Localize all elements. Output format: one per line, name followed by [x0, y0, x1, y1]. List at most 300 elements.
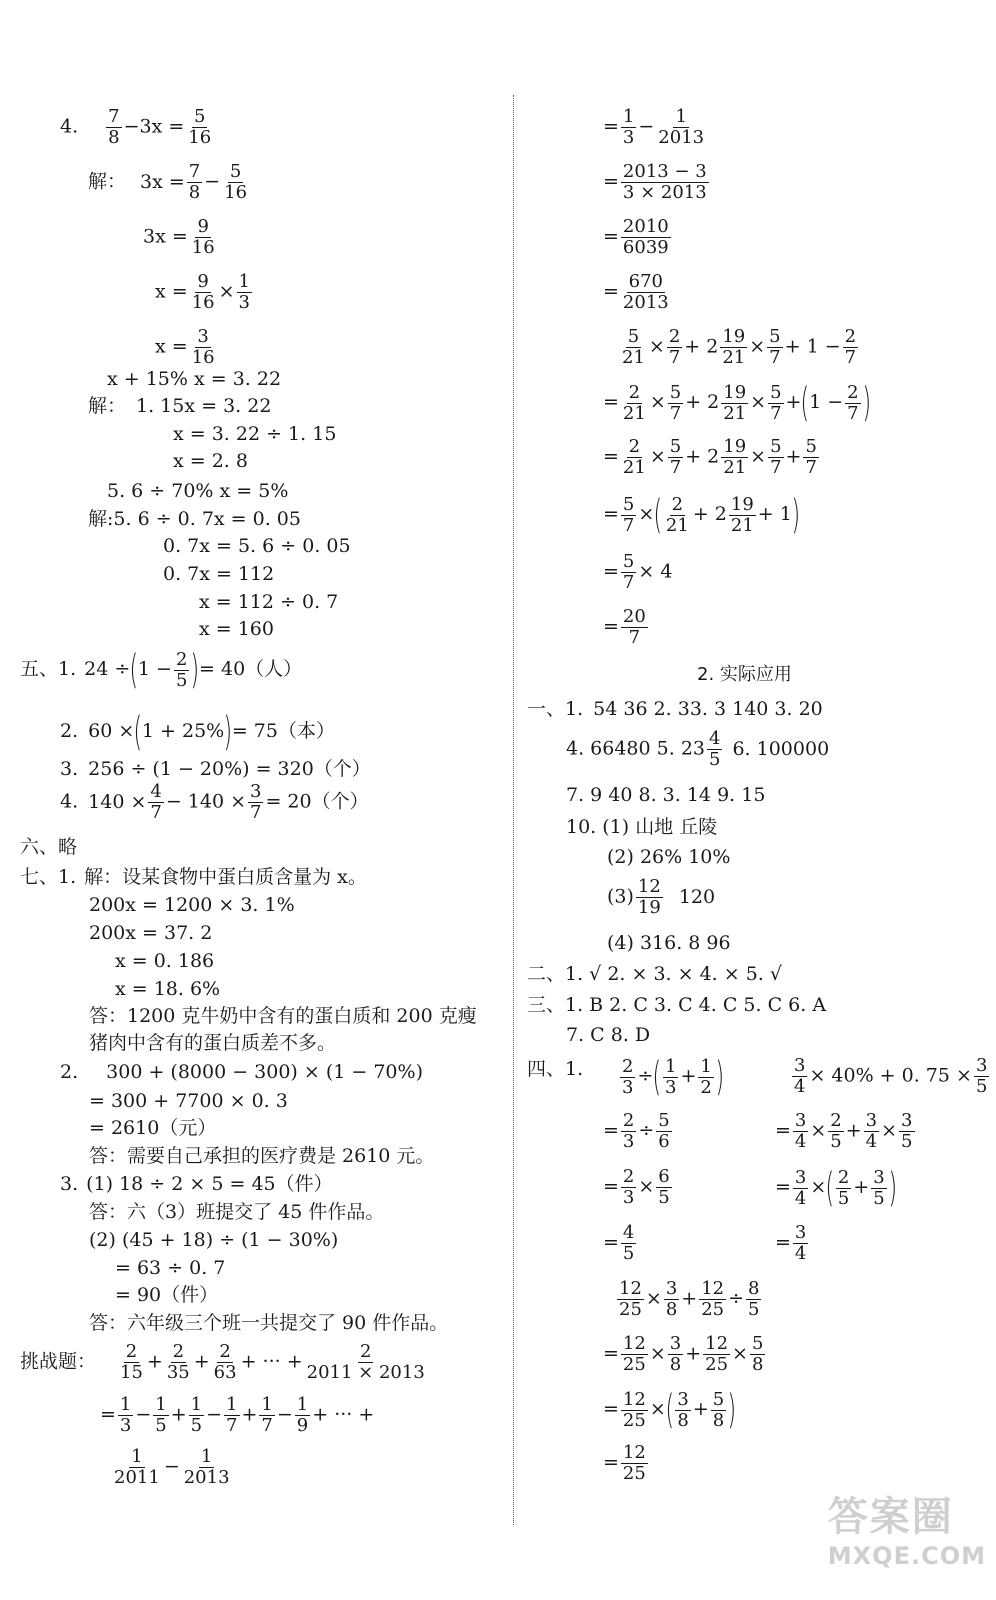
text-segment: + [170, 1403, 187, 1426]
denominator: 7 [250, 802, 262, 823]
numerator: 4 [709, 728, 721, 749]
text-segment: = [603, 1175, 619, 1198]
text-segment: × [638, 503, 655, 525]
left-paren: ( [129, 647, 139, 693]
text-segment: = [603, 1398, 619, 1420]
denominator: 63 [213, 1362, 237, 1383]
text-segment: x = 2. 8 [173, 450, 248, 472]
denominator: 3 [238, 292, 250, 313]
section-7-q1 [20, 868, 367, 887]
text-segment: (3) [607, 885, 634, 908]
text-segment: 1 − [137, 658, 172, 680]
numerator: 19 [723, 381, 747, 403]
fraction [182, 1448, 232, 1487]
text-segment: = [603, 280, 619, 303]
fraction [767, 328, 782, 367]
numerator: 12 [705, 1333, 729, 1354]
fraction [663, 1055, 678, 1098]
text-segment: = [603, 615, 619, 638]
fraction [793, 1166, 808, 1209]
fraction [828, 1112, 843, 1151]
numerator: 1 [190, 1394, 203, 1415]
calc-d3 [603, 1168, 674, 1207]
numerator: 1 [200, 1446, 213, 1467]
calc-d4r [775, 1224, 810, 1263]
left-paren: ( [665, 1387, 674, 1433]
fraction [248, 783, 263, 822]
text-segment: + [853, 1176, 870, 1198]
text-segment: × [881, 1119, 898, 1142]
numerator: 5 [669, 436, 682, 457]
text-segment: × [750, 391, 767, 413]
calc-d1-label [527, 1060, 583, 1079]
denominator: 4 [794, 1131, 807, 1152]
fraction [621, 381, 648, 424]
text-segment: 0. 7x = 112 [163, 563, 275, 585]
eq-4-step2 [143, 218, 219, 257]
numerator: 3 [873, 1166, 885, 1188]
calc-e2 [603, 1335, 767, 1374]
text-segment: (2) 26% 10% [607, 846, 731, 868]
text-segment: 七、1. [20, 866, 77, 888]
fraction [190, 218, 217, 257]
numerator: 7 [108, 106, 120, 127]
fraction [621, 218, 671, 257]
numerator: 1 [226, 1394, 238, 1415]
section-7-q3a [89, 1203, 384, 1222]
fraction [118, 1343, 145, 1382]
fraction [620, 328, 647, 367]
text-segment: 1 − [809, 391, 844, 413]
fraction [720, 328, 747, 367]
text-segment: × [649, 1398, 666, 1420]
text-segment: = [603, 1451, 619, 1474]
fraction [621, 1224, 636, 1263]
section-7-q3c [115, 1259, 225, 1278]
denominator: 25 [622, 1409, 646, 1431]
text-segment: (2) (45 + 18) ÷ (1 − 30%) [89, 1229, 339, 1251]
left-paren: ( [652, 1054, 662, 1100]
numerator: 9 [197, 271, 209, 292]
denominator: 5 [975, 1076, 988, 1097]
denominator: 2011 × 2013 [306, 1362, 425, 1383]
fraction [621, 108, 636, 147]
fraction [237, 273, 252, 312]
right-paren: ) [223, 709, 233, 755]
denominator: 3 [622, 127, 635, 148]
denominator: 7 [668, 347, 681, 368]
numerator: 2 [622, 1110, 635, 1131]
calc-r6 [603, 380, 871, 426]
denominator: 2011 [114, 1467, 160, 1488]
text-segment: + [241, 1403, 258, 1426]
text-segment: 一、1. [527, 698, 584, 720]
fraction [729, 493, 756, 536]
text-segment: = 300 + 7700 × 0. 3 [89, 1090, 288, 1112]
numerator: 1 [119, 1394, 132, 1415]
section-5-q3 [60, 760, 371, 779]
denominator: 21 [622, 347, 645, 368]
text-segment: = 63 ÷ 0. 7 [115, 1257, 226, 1279]
text-segment: × [648, 335, 665, 358]
fraction [656, 1112, 671, 1151]
text-segment: = 75（本） [231, 720, 335, 742]
text-segment: + 2 [684, 335, 719, 358]
fraction [190, 328, 217, 367]
challenge-line3 [110, 1448, 234, 1487]
numerator: 1 [131, 1446, 143, 1467]
denominator: 9 [296, 1415, 309, 1436]
numerator: 5 [751, 1333, 764, 1354]
text-segment: − [276, 1403, 293, 1426]
fraction [845, 381, 860, 424]
numerator: 2 [844, 326, 857, 347]
text-segment: × [649, 1342, 666, 1365]
numerator: 5 [627, 326, 640, 347]
text-segment: = 2610（元） [89, 1117, 217, 1139]
numerator: 2 [830, 1110, 842, 1131]
denominator: 8 [677, 1409, 689, 1431]
numerator: 1 [296, 1394, 309, 1415]
text-segment: + 2 [685, 391, 720, 413]
calc-d3r [775, 1165, 897, 1211]
numerator: 3 [794, 1222, 807, 1243]
text-segment: × [649, 391, 666, 413]
denominator: 25 [622, 1354, 646, 1375]
fraction [189, 1396, 204, 1435]
text-segment: × [645, 1287, 662, 1310]
text-segment: = [603, 225, 619, 248]
text-segment: − [135, 1403, 152, 1426]
numerator: 12 [622, 1388, 646, 1410]
fraction [667, 328, 682, 367]
fraction [621, 1168, 636, 1207]
denominator: 5 [175, 669, 188, 691]
text-segment: 答：六年级三个班一共提交了 90 件作品。 [89, 1312, 449, 1334]
fraction [224, 1396, 239, 1435]
section-7-q1c [115, 952, 214, 971]
numerator: 4 [622, 1222, 635, 1243]
fraction [721, 438, 748, 477]
fraction [792, 1057, 807, 1096]
calc-d2 [603, 1112, 674, 1151]
text-segment: 解： [88, 170, 127, 193]
numerator: 1 [700, 1055, 712, 1077]
fraction [664, 493, 691, 536]
text-segment: (4) 316. 8 96 [607, 932, 731, 954]
column-divider [513, 95, 514, 1525]
text-segment: × [649, 445, 666, 468]
numerator: 1 [664, 1055, 677, 1077]
section-7-q3b [89, 1231, 338, 1250]
denominator: 25 [701, 1299, 725, 1320]
fraction [803, 438, 818, 477]
apply-q1 [527, 700, 823, 719]
numerator: 5 [770, 381, 782, 403]
fraction [750, 1335, 765, 1374]
fraction [668, 438, 683, 477]
numerator: 3 [794, 1166, 807, 1188]
numerator: 12 [701, 1278, 725, 1299]
denominator: 4 [794, 1076, 806, 1097]
fraction [675, 1388, 690, 1431]
denominator: 8 [669, 1354, 682, 1375]
numerator: 2 [219, 1341, 231, 1362]
eq-c-step3 [163, 565, 274, 584]
section-7-q1f [89, 1034, 336, 1053]
denominator: 21 [722, 347, 746, 368]
numerator: 4 [150, 781, 162, 802]
text-segment: 答：需要自己承担的医疗费是 2610 元。 [89, 1145, 435, 1167]
text-segment: 答：六（3）班提交了 45 件作品。 [89, 1201, 385, 1223]
text-segment: × [218, 280, 235, 303]
eq-4-step3 [155, 273, 254, 312]
denominator: 4 [794, 1187, 807, 1209]
denominator: 7 [622, 572, 635, 593]
fraction [621, 438, 648, 477]
denominator: 16 [191, 292, 215, 313]
fraction [621, 273, 671, 312]
fraction [118, 1396, 133, 1435]
text-segment: 4. [60, 115, 79, 138]
text-segment: = [603, 445, 619, 468]
text-segment: − [204, 170, 221, 193]
numerator: 2 [622, 1055, 634, 1077]
text-segment: 解： [88, 395, 127, 417]
denominator: 7 [769, 347, 781, 368]
apply-q4 [566, 730, 829, 769]
denominator: 7 [805, 457, 817, 478]
text-segment: = [603, 170, 619, 193]
section-5-q1 [20, 647, 303, 693]
text-segment: + [681, 1287, 698, 1310]
eq-4-step4 [155, 328, 219, 367]
fraction [664, 1280, 679, 1319]
denominator: 5 [873, 1187, 885, 1209]
text-segment: 4. [60, 790, 79, 813]
eq-4-line [60, 108, 215, 147]
numerator: 3 [197, 326, 209, 347]
denominator: 21 [622, 402, 646, 424]
text-segment: 60 × [88, 720, 135, 742]
text-segment: = [775, 1176, 791, 1198]
numerator: 9 [197, 216, 209, 237]
text-segment: 200x = 37. 2 [89, 922, 213, 944]
text-segment: + [685, 1342, 702, 1365]
numerator: 5 [805, 436, 817, 457]
eq-c-step1 [88, 510, 301, 529]
fraction [295, 1396, 310, 1435]
text-segment: = [603, 560, 619, 583]
text-segment: = [603, 1342, 619, 1365]
text-segment: 五、1. [20, 658, 77, 680]
fraction [621, 163, 709, 202]
text-segment: x + 15% x = 3. 22 [107, 368, 282, 390]
fraction [793, 1112, 808, 1151]
text-segment: ÷ [638, 1119, 655, 1142]
fraction [656, 108, 706, 147]
denominator: 7 [669, 402, 682, 424]
numerator: 12 [619, 1278, 642, 1299]
text-segment: × [749, 335, 766, 358]
eq-c-step4 [199, 593, 338, 612]
apply-q10-3 [607, 878, 715, 917]
denominator: 16 [188, 127, 212, 148]
text-segment: = [775, 1119, 791, 1142]
fraction [699, 1280, 726, 1319]
numerator: 5 [229, 161, 242, 182]
fraction [187, 163, 202, 202]
numerator: 2 [125, 1341, 138, 1362]
denominator: 3 × 2013 [622, 182, 707, 203]
numerator: 2 [172, 1341, 185, 1362]
calc-e3 [603, 1387, 737, 1433]
right-paren: ) [190, 647, 200, 693]
text-segment: 3. [60, 1173, 79, 1195]
challenge-line1 [20, 1343, 429, 1382]
fraction [148, 783, 163, 822]
fraction [621, 553, 636, 592]
text-segment: (1) 18 ÷ 2 × 5 = 45（件） [86, 1173, 333, 1195]
text-segment: x = 160 [199, 618, 274, 640]
text-segment: + ··· + [240, 1350, 303, 1373]
watermark-url: MXQE.COM [827, 1542, 986, 1570]
denominator: 7 [622, 514, 635, 536]
numerator: 3 [250, 781, 262, 802]
fraction [621, 1388, 648, 1431]
section-2-title [697, 666, 792, 684]
denominator: 4 [794, 1243, 807, 1264]
denominator: 7 [669, 457, 682, 478]
fraction [153, 1396, 168, 1435]
right-paren: ) [791, 492, 800, 538]
text-segment: 2. [60, 1061, 79, 1083]
text-segment: 四、1. [527, 1058, 584, 1080]
fraction [899, 1112, 914, 1151]
numerator: 5 [769, 326, 781, 347]
numerator: 670 [628, 271, 663, 292]
numerator: 6 [658, 1166, 670, 1187]
text-segment: + [785, 391, 802, 413]
fraction [106, 108, 121, 147]
fraction [793, 1224, 808, 1263]
eq-c-step5 [199, 620, 274, 639]
choice-answers-2 [566, 1026, 650, 1045]
section-7-q1d [115, 980, 220, 999]
text-segment: + [680, 1065, 697, 1087]
text-segment: 解：设某食物中蛋白质含量为 x。 [84, 866, 367, 888]
calc-d1r [790, 1057, 991, 1096]
text-segment: × [810, 1176, 827, 1198]
section-7-q1b [89, 924, 212, 943]
eq-4-step1 [88, 163, 251, 202]
numerator: 5 [622, 493, 635, 515]
fraction [174, 648, 189, 691]
text-segment: + 2 [685, 445, 720, 468]
text-segment: 1 + 25% [141, 720, 225, 742]
text-segment: 2. 实际应用 [697, 664, 792, 685]
left-paren: ( [825, 1165, 835, 1211]
denominator: 5 [709, 749, 721, 770]
eq-b-step2 [173, 425, 336, 444]
fraction [621, 1335, 648, 1374]
left-paren: ( [133, 709, 143, 755]
right-paren: ) [888, 1165, 897, 1211]
fraction [305, 1343, 427, 1382]
denominator: 3 [119, 1415, 132, 1436]
eq-b [107, 370, 281, 389]
text-segment: − 140 × [165, 790, 247, 813]
fraction [621, 1112, 636, 1151]
fraction [112, 1448, 162, 1487]
fraction [656, 1168, 671, 1207]
fraction [871, 1166, 886, 1209]
denominator: 21 [723, 457, 747, 478]
numerator: 20 [622, 606, 646, 627]
numerator: 2 [837, 1166, 850, 1188]
denominator: 2013 [622, 292, 669, 313]
text-segment: 3. [60, 758, 79, 780]
eq-c [107, 482, 288, 501]
numerator: 2 [359, 1341, 372, 1362]
fraction [843, 328, 858, 367]
text-segment: × 40% + 0. 75 × [809, 1064, 972, 1087]
text-segment: = [603, 391, 619, 413]
text-segment: + 2 [692, 503, 727, 525]
numerator: 5 [770, 436, 782, 457]
denominator: 8 [751, 1354, 764, 1375]
left-paren: ( [800, 380, 810, 426]
section-5-q2 [60, 709, 335, 755]
denominator: 15 [120, 1362, 143, 1383]
numerator: 2 [847, 381, 859, 403]
denominator: 5 [658, 1187, 670, 1208]
text-segment: 54 36 2. 33. 3 140 3. 20 [593, 698, 823, 720]
denominator: 7 [628, 627, 641, 648]
left-paren: ( [653, 492, 663, 538]
right-paren: ) [862, 380, 871, 426]
text-segment: + [785, 445, 802, 468]
denominator: 8 [665, 1299, 678, 1320]
calc-e4 [603, 1444, 650, 1483]
numerator: 19 [730, 493, 754, 515]
text-segment: 120 [678, 885, 716, 908]
denominator: 7 [770, 402, 782, 424]
numerator: 3 [901, 1110, 913, 1131]
text-segment: 三、1. B 2. C 3. C 4. C 5. C 6. A [527, 994, 827, 1016]
fraction [864, 1112, 879, 1151]
fraction [620, 1055, 635, 1098]
fraction [186, 108, 213, 147]
fraction [259, 1396, 274, 1435]
text-segment: − [638, 115, 655, 138]
denominator: 7 [770, 457, 782, 478]
denominator: 2013 [183, 1467, 230, 1488]
denominator: 7 [844, 347, 857, 368]
fraction [212, 1343, 239, 1382]
fraction [746, 1280, 761, 1319]
text-segment: 10. (1) 山地 丘陵 [566, 816, 718, 838]
fraction [703, 1335, 730, 1374]
denominator: 16 [224, 182, 248, 203]
choice-answers [527, 996, 826, 1015]
numerator: 5 [658, 1110, 670, 1131]
text-segment: 0. 7x = 5. 6 ÷ 0. 05 [163, 535, 351, 557]
numerator: 2 [668, 326, 681, 347]
text-segment: x = 112 ÷ 0. 7 [199, 591, 339, 613]
text-segment: 6. 100000 [732, 737, 830, 760]
numerator: 1 [675, 106, 687, 127]
